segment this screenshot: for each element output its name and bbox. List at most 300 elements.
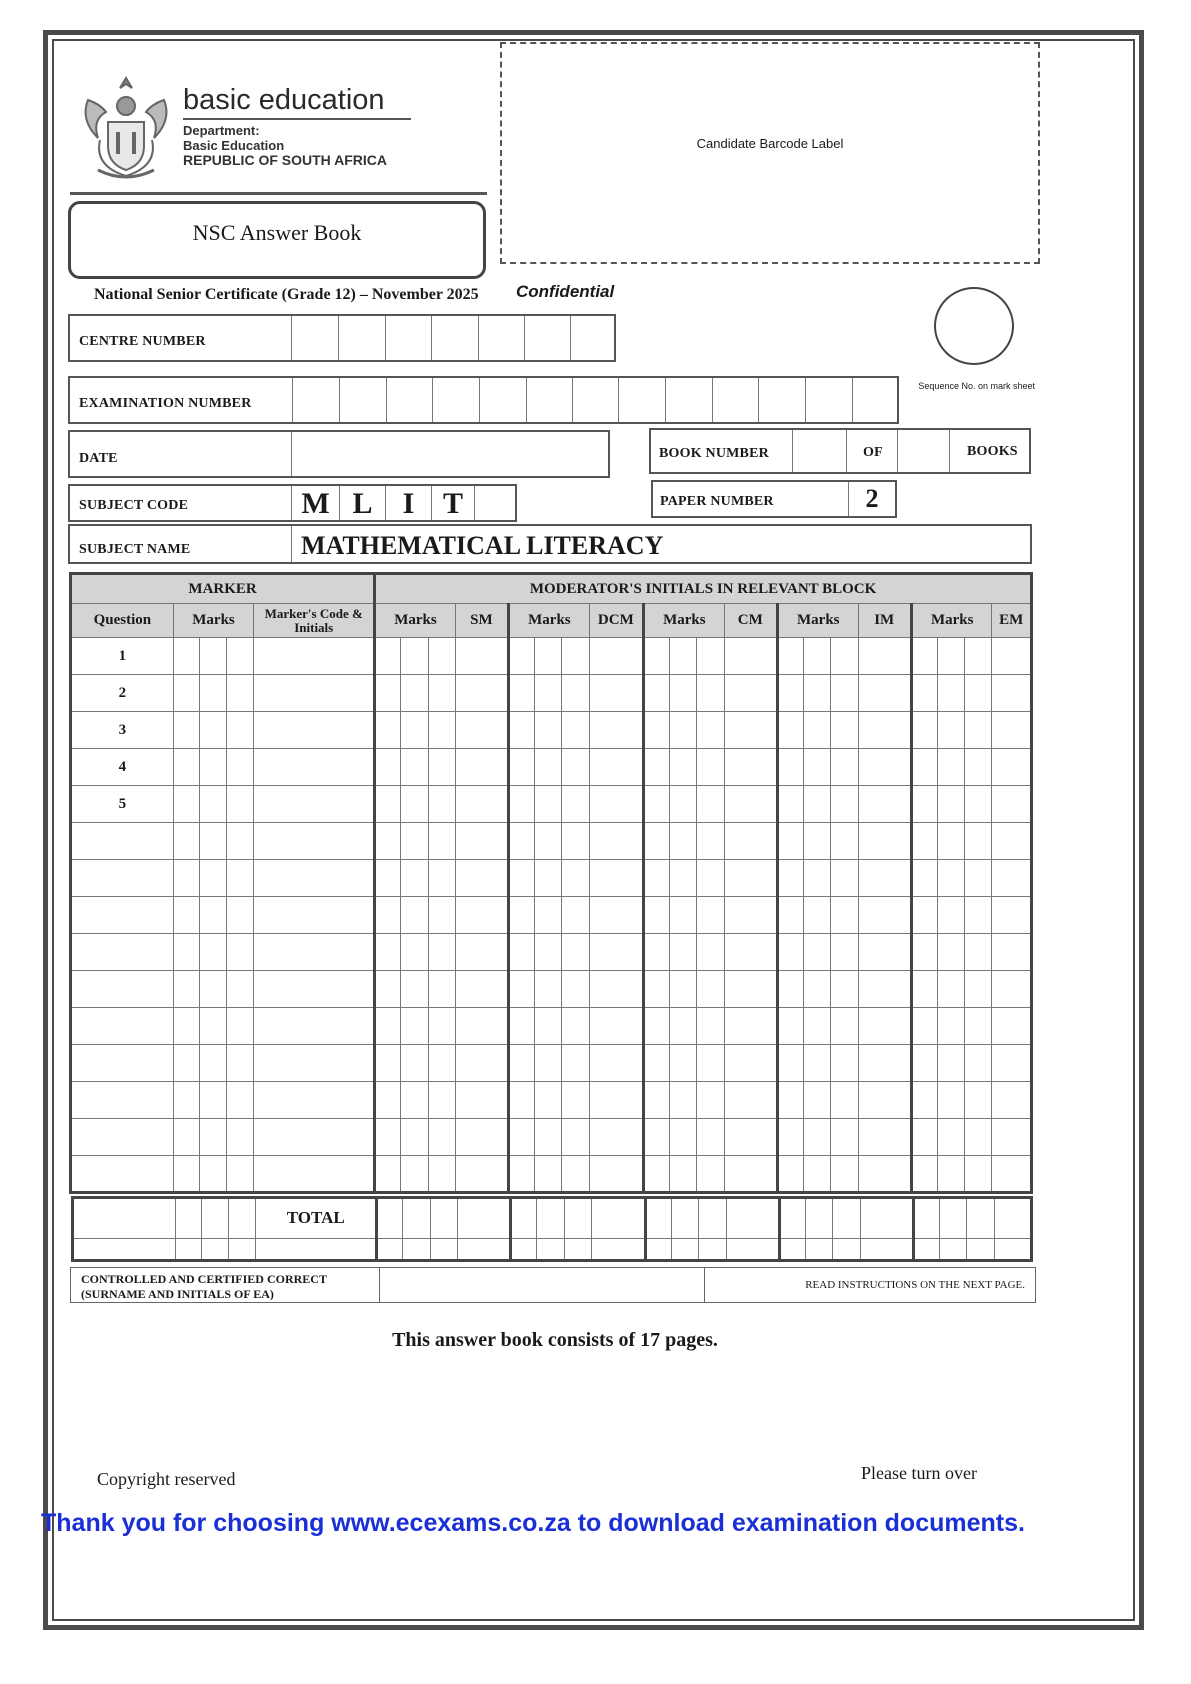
moderator-mark-cell[interactable] <box>804 675 831 712</box>
sm-initials-cell[interactable] <box>455 675 508 712</box>
mark-digit-cell[interactable] <box>227 1008 254 1045</box>
dcm-initials-cell[interactable] <box>589 786 643 823</box>
moderator-mark-cell[interactable] <box>831 823 858 860</box>
moderator-mark-cell[interactable] <box>911 1045 937 1082</box>
dcm-initials-cell[interactable] <box>589 638 643 675</box>
dcm-initials-cell[interactable] <box>589 1008 643 1045</box>
mark-digit-cell[interactable] <box>173 1119 199 1156</box>
date-field[interactable] <box>68 430 610 478</box>
moderator-mark-cell[interactable] <box>965 934 992 971</box>
moderator-mark-cell[interactable] <box>670 638 697 675</box>
moderator-mark-cell[interactable] <box>401 971 428 1008</box>
moderator-mark-cell[interactable] <box>697 1008 724 1045</box>
mark-digit-cell[interactable] <box>199 860 226 897</box>
moderator-mark-cell[interactable] <box>375 749 401 786</box>
moderator-mark-cell[interactable] <box>644 897 670 934</box>
moderator-mark-cell[interactable] <box>377 1198 403 1239</box>
marker-code-cell[interactable] <box>254 823 375 860</box>
moderator-mark-cell[interactable] <box>938 1045 965 1082</box>
moderator-mark-cell[interactable] <box>911 712 937 749</box>
moderator-mark-cell[interactable] <box>509 1008 535 1045</box>
moderator-mark-cell[interactable] <box>965 749 992 786</box>
em-initials-cell[interactable] <box>992 1045 1032 1082</box>
mark-digit-cell[interactable] <box>227 860 254 897</box>
moderator-mark-cell[interactable] <box>938 786 965 823</box>
moderator-mark-cell[interactable] <box>509 1045 535 1082</box>
em-initials-cell[interactable] <box>994 1198 1031 1239</box>
moderator-mark-cell[interactable] <box>938 1156 965 1193</box>
moderator-mark-cell[interactable] <box>780 1198 806 1239</box>
moderator-mark-cell[interactable] <box>509 712 535 749</box>
dcm-initials-cell[interactable] <box>589 897 643 934</box>
marker-code-cell[interactable] <box>254 638 375 675</box>
moderator-mark-cell[interactable] <box>403 1198 430 1239</box>
mark-digit-cell[interactable] <box>175 1238 201 1260</box>
im-initials-cell[interactable] <box>858 971 911 1008</box>
sm-initials-cell[interactable] <box>455 1119 508 1156</box>
im-initials-cell[interactable] <box>860 1198 913 1239</box>
moderator-mark-cell[interactable] <box>428 897 455 934</box>
mark-digit-cell[interactable] <box>199 1082 226 1119</box>
moderator-mark-cell[interactable] <box>509 823 535 860</box>
moderator-mark-cell[interactable] <box>697 1082 724 1119</box>
moderator-mark-cell[interactable] <box>804 971 831 1008</box>
em-initials-cell[interactable] <box>992 675 1032 712</box>
moderator-mark-cell[interactable] <box>804 860 831 897</box>
moderator-mark-cell[interactable] <box>644 860 670 897</box>
moderator-mark-cell[interactable] <box>428 638 455 675</box>
moderator-mark-cell[interactable] <box>644 749 670 786</box>
subject-name-field[interactable] <box>68 524 1032 564</box>
moderator-mark-cell[interactable] <box>401 860 428 897</box>
moderator-mark-cell[interactable] <box>911 1008 937 1045</box>
moderator-mark-cell[interactable] <box>699 1238 726 1260</box>
moderator-mark-cell[interactable] <box>911 675 937 712</box>
moderator-mark-cell[interactable] <box>670 823 697 860</box>
marker-code-cell[interactable] <box>256 1238 377 1260</box>
moderator-mark-cell[interactable] <box>911 786 937 823</box>
moderator-mark-cell[interactable] <box>697 971 724 1008</box>
mark-digit-cell[interactable] <box>199 897 226 934</box>
sm-initials-cell[interactable] <box>455 712 508 749</box>
moderator-mark-cell[interactable] <box>670 971 697 1008</box>
dcm-initials-cell[interactable] <box>589 712 643 749</box>
moderator-mark-cell[interactable] <box>511 1238 537 1260</box>
im-initials-cell[interactable] <box>858 1045 911 1082</box>
cm-initials-cell[interactable] <box>724 638 777 675</box>
moderator-mark-cell[interactable] <box>911 1156 937 1193</box>
mark-digit-cell[interactable] <box>227 897 254 934</box>
marker-code-cell[interactable] <box>254 1008 375 1045</box>
moderator-mark-cell[interactable] <box>965 1082 992 1119</box>
paper-number-field[interactable] <box>651 480 897 518</box>
sm-initials-cell[interactable] <box>455 860 508 897</box>
em-initials-cell[interactable] <box>992 860 1032 897</box>
moderator-mark-cell[interactable] <box>428 971 455 1008</box>
mark-digit-cell[interactable] <box>173 1045 199 1082</box>
moderator-mark-cell[interactable] <box>428 860 455 897</box>
moderator-mark-cell[interactable] <box>670 1156 697 1193</box>
centre-number-field[interactable] <box>68 314 616 362</box>
im-initials-cell[interactable] <box>858 712 911 749</box>
mark-digit-cell[interactable] <box>227 712 254 749</box>
moderator-mark-cell[interactable] <box>672 1198 699 1239</box>
moderator-mark-cell[interactable] <box>777 897 803 934</box>
moderator-mark-cell[interactable] <box>535 1156 562 1193</box>
im-initials-cell[interactable] <box>858 1082 911 1119</box>
moderator-mark-cell[interactable] <box>804 934 831 971</box>
moderator-mark-cell[interactable] <box>401 823 428 860</box>
mark-digit-cell[interactable] <box>201 1238 228 1260</box>
sm-initials-cell[interactable] <box>457 1238 510 1260</box>
cm-initials-cell[interactable] <box>724 823 777 860</box>
mark-digit-cell[interactable] <box>227 934 254 971</box>
moderator-mark-cell[interactable] <box>965 971 992 1008</box>
moderator-mark-cell[interactable] <box>938 712 965 749</box>
moderator-mark-cell[interactable] <box>804 749 831 786</box>
im-initials-cell[interactable] <box>858 1156 911 1193</box>
moderator-mark-cell[interactable] <box>509 638 535 675</box>
moderator-mark-cell[interactable] <box>401 897 428 934</box>
moderator-mark-cell[interactable] <box>831 712 858 749</box>
mark-digit-cell[interactable] <box>227 786 254 823</box>
cm-initials-cell[interactable] <box>724 675 777 712</box>
moderator-mark-cell[interactable] <box>938 1082 965 1119</box>
moderator-mark-cell[interactable] <box>670 1008 697 1045</box>
moderator-mark-cell[interactable] <box>697 749 724 786</box>
moderator-mark-cell[interactable] <box>938 675 965 712</box>
moderator-mark-cell[interactable] <box>644 712 670 749</box>
moderator-mark-cell[interactable] <box>535 1119 562 1156</box>
moderator-mark-cell[interactable] <box>401 1156 428 1193</box>
marker-code-cell[interactable] <box>254 934 375 971</box>
cm-initials-cell[interactable] <box>724 1008 777 1045</box>
moderator-mark-cell[interactable] <box>509 675 535 712</box>
moderator-mark-cell[interactable] <box>965 712 992 749</box>
dcm-initials-cell[interactable] <box>589 1156 643 1193</box>
moderator-mark-cell[interactable] <box>403 1238 430 1260</box>
moderator-mark-cell[interactable] <box>644 823 670 860</box>
moderator-mark-cell[interactable] <box>509 749 535 786</box>
cm-initials-cell[interactable] <box>724 897 777 934</box>
marker-code-cell[interactable] <box>254 712 375 749</box>
mark-digit-cell[interactable] <box>173 897 199 934</box>
mark-digit-cell[interactable] <box>199 638 226 675</box>
moderator-mark-cell[interactable] <box>428 1082 455 1119</box>
moderator-mark-cell[interactable] <box>535 1045 562 1082</box>
moderator-mark-cell[interactable] <box>911 934 937 971</box>
moderator-mark-cell[interactable] <box>644 934 670 971</box>
moderator-mark-cell[interactable] <box>940 1238 967 1260</box>
dcm-initials-cell[interactable] <box>589 749 643 786</box>
moderator-mark-cell[interactable] <box>697 712 724 749</box>
moderator-mark-cell[interactable] <box>535 1082 562 1119</box>
marker-code-cell[interactable] <box>254 860 375 897</box>
moderator-mark-cell[interactable] <box>375 823 401 860</box>
mark-digit-cell[interactable] <box>227 1156 254 1193</box>
moderator-mark-cell[interactable] <box>967 1238 994 1260</box>
im-initials-cell[interactable] <box>858 1119 911 1156</box>
moderator-mark-cell[interactable] <box>670 897 697 934</box>
marker-code-cell[interactable] <box>254 675 375 712</box>
moderator-mark-cell[interactable] <box>913 1238 939 1260</box>
moderator-mark-cell[interactable] <box>938 823 965 860</box>
em-initials-cell[interactable] <box>992 712 1032 749</box>
moderator-mark-cell[interactable] <box>940 1198 967 1239</box>
moderator-mark-cell[interactable] <box>831 971 858 1008</box>
moderator-mark-cell[interactable] <box>375 1119 401 1156</box>
em-initials-cell[interactable] <box>992 1082 1032 1119</box>
moderator-mark-cell[interactable] <box>401 786 428 823</box>
moderator-mark-cell[interactable] <box>562 1082 589 1119</box>
moderator-mark-cell[interactable] <box>375 712 401 749</box>
moderator-mark-cell[interactable] <box>644 675 670 712</box>
mark-digit-cell[interactable] <box>199 971 226 1008</box>
cm-initials-cell[interactable] <box>726 1198 779 1239</box>
mark-digit-cell[interactable] <box>227 971 254 1008</box>
mark-digit-cell[interactable] <box>199 675 226 712</box>
moderator-mark-cell[interactable] <box>428 1008 455 1045</box>
mark-digit-cell[interactable] <box>199 1008 226 1045</box>
moderator-mark-cell[interactable] <box>564 1238 591 1260</box>
em-initials-cell[interactable] <box>992 823 1032 860</box>
moderator-mark-cell[interactable] <box>428 712 455 749</box>
moderator-mark-cell[interactable] <box>401 675 428 712</box>
moderator-mark-cell[interactable] <box>562 1008 589 1045</box>
moderator-mark-cell[interactable] <box>777 786 803 823</box>
im-initials-cell[interactable] <box>858 897 911 934</box>
moderator-mark-cell[interactable] <box>644 1008 670 1045</box>
moderator-mark-cell[interactable] <box>535 786 562 823</box>
book-number-field[interactable] <box>649 428 1031 474</box>
moderator-mark-cell[interactable] <box>670 1082 697 1119</box>
sm-initials-cell[interactable] <box>455 749 508 786</box>
moderator-mark-cell[interactable] <box>833 1238 860 1260</box>
moderator-mark-cell[interactable] <box>401 749 428 786</box>
moderator-mark-cell[interactable] <box>804 1008 831 1045</box>
mark-digit-cell[interactable] <box>199 786 226 823</box>
moderator-mark-cell[interactable] <box>377 1238 403 1260</box>
moderator-mark-cell[interactable] <box>535 823 562 860</box>
im-initials-cell[interactable] <box>860 1238 913 1260</box>
moderator-mark-cell[interactable] <box>938 1008 965 1045</box>
moderator-mark-cell[interactable] <box>670 860 697 897</box>
moderator-mark-cell[interactable] <box>777 971 803 1008</box>
cm-initials-cell[interactable] <box>724 971 777 1008</box>
moderator-mark-cell[interactable] <box>804 897 831 934</box>
em-initials-cell[interactable] <box>992 897 1032 934</box>
cm-initials-cell[interactable] <box>724 860 777 897</box>
sm-initials-cell[interactable] <box>455 1045 508 1082</box>
sm-initials-cell[interactable] <box>455 786 508 823</box>
moderator-mark-cell[interactable] <box>965 675 992 712</box>
moderator-mark-cell[interactable] <box>697 638 724 675</box>
moderator-mark-cell[interactable] <box>833 1198 860 1239</box>
moderator-mark-cell[interactable] <box>672 1238 699 1260</box>
moderator-mark-cell[interactable] <box>535 934 562 971</box>
moderator-mark-cell[interactable] <box>699 1198 726 1239</box>
moderator-mark-cell[interactable] <box>831 786 858 823</box>
moderator-mark-cell[interactable] <box>804 1156 831 1193</box>
moderator-mark-cell[interactable] <box>375 1156 401 1193</box>
moderator-mark-cell[interactable] <box>401 638 428 675</box>
mark-digit-cell[interactable] <box>175 1198 201 1239</box>
mark-digit-cell[interactable] <box>173 823 199 860</box>
cm-initials-cell[interactable] <box>724 1119 777 1156</box>
moderator-mark-cell[interactable] <box>697 823 724 860</box>
im-initials-cell[interactable] <box>858 749 911 786</box>
moderator-mark-cell[interactable] <box>375 786 401 823</box>
moderator-mark-cell[interactable] <box>428 675 455 712</box>
mark-digit-cell[interactable] <box>173 934 199 971</box>
moderator-mark-cell[interactable] <box>697 860 724 897</box>
moderator-mark-cell[interactable] <box>911 1082 937 1119</box>
moderator-mark-cell[interactable] <box>644 1082 670 1119</box>
mark-digit-cell[interactable] <box>173 749 199 786</box>
moderator-mark-cell[interactable] <box>804 638 831 675</box>
im-initials-cell[interactable] <box>858 934 911 971</box>
moderator-mark-cell[interactable] <box>644 786 670 823</box>
moderator-mark-cell[interactable] <box>670 934 697 971</box>
sm-initials-cell[interactable] <box>455 1156 508 1193</box>
moderator-mark-cell[interactable] <box>535 638 562 675</box>
moderator-mark-cell[interactable] <box>401 1008 428 1045</box>
em-initials-cell[interactable] <box>992 1119 1032 1156</box>
mark-digit-cell[interactable] <box>199 749 226 786</box>
moderator-mark-cell[interactable] <box>777 1156 803 1193</box>
moderator-mark-cell[interactable] <box>375 971 401 1008</box>
moderator-mark-cell[interactable] <box>375 860 401 897</box>
subject-code-field[interactable] <box>68 484 517 522</box>
mark-digit-cell[interactable] <box>199 1156 226 1193</box>
mark-digit-cell[interactable] <box>201 1198 228 1239</box>
sm-initials-cell[interactable] <box>455 1008 508 1045</box>
marker-code-cell[interactable] <box>254 1045 375 1082</box>
sm-initials-cell[interactable] <box>457 1198 510 1239</box>
cm-initials-cell[interactable] <box>724 934 777 971</box>
moderator-mark-cell[interactable] <box>375 934 401 971</box>
moderator-mark-cell[interactable] <box>831 1045 858 1082</box>
em-initials-cell[interactable] <box>992 1008 1032 1045</box>
moderator-mark-cell[interactable] <box>777 1045 803 1082</box>
moderator-mark-cell[interactable] <box>562 786 589 823</box>
mark-digit-cell[interactable] <box>227 1082 254 1119</box>
moderator-mark-cell[interactable] <box>670 1119 697 1156</box>
moderator-mark-cell[interactable] <box>965 1008 992 1045</box>
sm-initials-cell[interactable] <box>455 1082 508 1119</box>
moderator-mark-cell[interactable] <box>562 823 589 860</box>
em-initials-cell[interactable] <box>992 971 1032 1008</box>
moderator-mark-cell[interactable] <box>509 1082 535 1119</box>
marker-code-cell[interactable] <box>254 786 375 823</box>
moderator-mark-cell[interactable] <box>564 1198 591 1239</box>
moderator-mark-cell[interactable] <box>562 712 589 749</box>
moderator-mark-cell[interactable] <box>938 897 965 934</box>
moderator-mark-cell[interactable] <box>509 971 535 1008</box>
dcm-initials-cell[interactable] <box>589 1045 643 1082</box>
moderator-mark-cell[interactable] <box>562 1119 589 1156</box>
moderator-mark-cell[interactable] <box>804 786 831 823</box>
moderator-mark-cell[interactable] <box>375 897 401 934</box>
moderator-mark-cell[interactable] <box>535 675 562 712</box>
im-initials-cell[interactable] <box>858 638 911 675</box>
moderator-mark-cell[interactable] <box>562 971 589 1008</box>
mark-digit-cell[interactable] <box>227 675 254 712</box>
moderator-mark-cell[interactable] <box>375 638 401 675</box>
moderator-mark-cell[interactable] <box>670 786 697 823</box>
moderator-mark-cell[interactable] <box>401 712 428 749</box>
moderator-mark-cell[interactable] <box>562 1045 589 1082</box>
moderator-mark-cell[interactable] <box>562 897 589 934</box>
sm-initials-cell[interactable] <box>455 934 508 971</box>
moderator-mark-cell[interactable] <box>509 860 535 897</box>
moderator-mark-cell[interactable] <box>535 971 562 1008</box>
mark-digit-cell[interactable] <box>173 675 199 712</box>
moderator-mark-cell[interactable] <box>375 1008 401 1045</box>
moderator-mark-cell[interactable] <box>562 860 589 897</box>
mark-digit-cell[interactable] <box>173 1008 199 1045</box>
moderator-mark-cell[interactable] <box>670 712 697 749</box>
moderator-mark-cell[interactable] <box>535 749 562 786</box>
moderator-mark-cell[interactable] <box>965 860 992 897</box>
moderator-mark-cell[interactable] <box>965 1119 992 1156</box>
moderator-mark-cell[interactable] <box>911 860 937 897</box>
moderator-mark-cell[interactable] <box>831 1082 858 1119</box>
mark-digit-cell[interactable] <box>173 1156 199 1193</box>
moderator-mark-cell[interactable] <box>401 1045 428 1082</box>
moderator-mark-cell[interactable] <box>646 1238 672 1260</box>
moderator-mark-cell[interactable] <box>804 1045 831 1082</box>
im-initials-cell[interactable] <box>858 1008 911 1045</box>
moderator-mark-cell[interactable] <box>401 1082 428 1119</box>
sm-initials-cell[interactable] <box>455 638 508 675</box>
moderator-mark-cell[interactable] <box>428 1156 455 1193</box>
moderator-mark-cell[interactable] <box>644 971 670 1008</box>
mark-digit-cell[interactable] <box>173 786 199 823</box>
moderator-mark-cell[interactable] <box>697 1119 724 1156</box>
moderator-mark-cell[interactable] <box>806 1198 833 1239</box>
moderator-mark-cell[interactable] <box>535 1008 562 1045</box>
moderator-mark-cell[interactable] <box>777 675 803 712</box>
cm-initials-cell[interactable] <box>726 1238 779 1260</box>
moderator-mark-cell[interactable] <box>831 934 858 971</box>
moderator-mark-cell[interactable] <box>804 823 831 860</box>
moderator-mark-cell[interactable] <box>509 934 535 971</box>
moderator-mark-cell[interactable] <box>777 1082 803 1119</box>
moderator-mark-cell[interactable] <box>428 786 455 823</box>
moderator-mark-cell[interactable] <box>509 1156 535 1193</box>
moderator-mark-cell[interactable] <box>509 786 535 823</box>
moderator-mark-cell[interactable] <box>428 1045 455 1082</box>
moderator-mark-cell[interactable] <box>562 1156 589 1193</box>
moderator-mark-cell[interactable] <box>509 1119 535 1156</box>
cm-initials-cell[interactable] <box>724 749 777 786</box>
mark-digit-cell[interactable] <box>227 749 254 786</box>
moderator-mark-cell[interactable] <box>777 749 803 786</box>
moderator-mark-cell[interactable] <box>965 897 992 934</box>
moderator-mark-cell[interactable] <box>938 1119 965 1156</box>
moderator-mark-cell[interactable] <box>697 934 724 971</box>
moderator-mark-cell[interactable] <box>831 1156 858 1193</box>
moderator-mark-cell[interactable] <box>831 749 858 786</box>
em-initials-cell[interactable] <box>992 934 1032 971</box>
cm-initials-cell[interactable] <box>724 1082 777 1119</box>
ea-signature-field[interactable] <box>379 1268 705 1302</box>
moderator-mark-cell[interactable] <box>428 1119 455 1156</box>
moderator-mark-cell[interactable] <box>965 1156 992 1193</box>
moderator-mark-cell[interactable] <box>670 1045 697 1082</box>
moderator-mark-cell[interactable] <box>938 638 965 675</box>
